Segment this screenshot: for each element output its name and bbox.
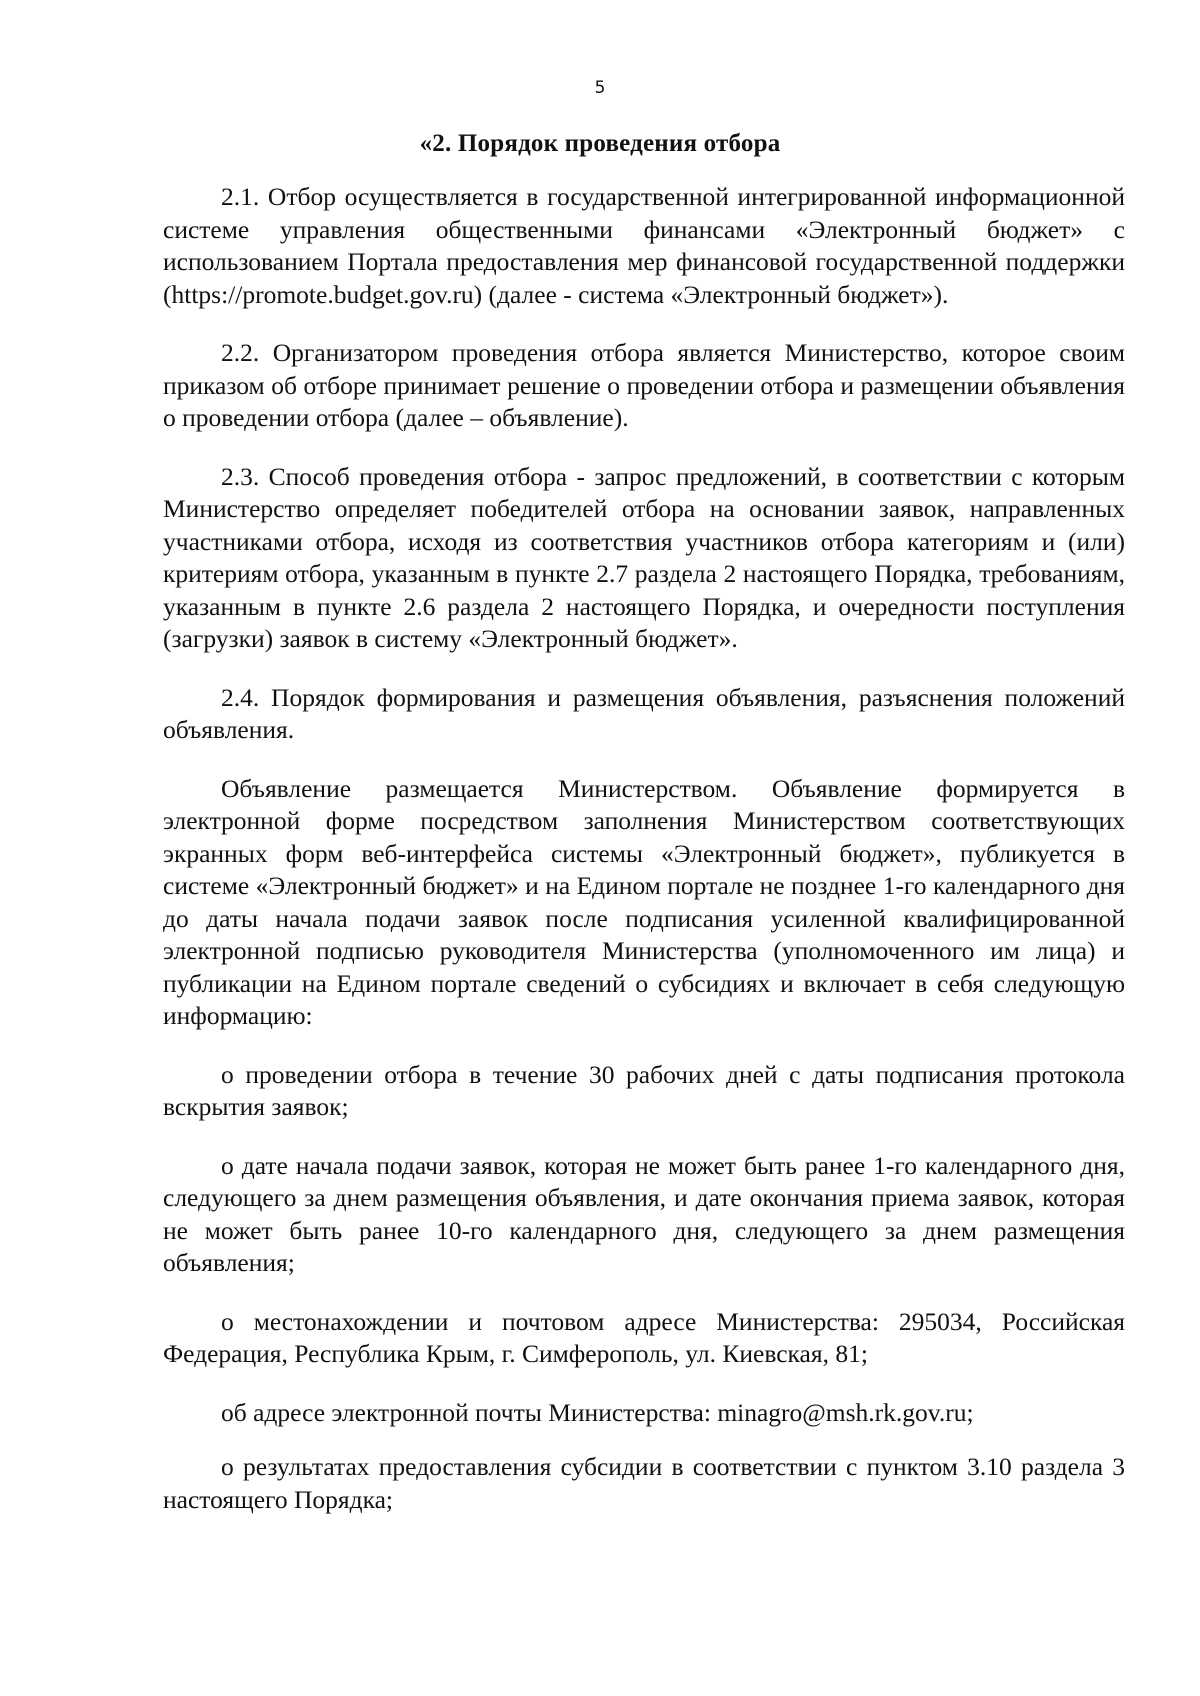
list-item-subsidy-results: о результатах предоставления субсидии в соответствии с пунктом 3.10 раздела 3 настоящего Порядка; — [163, 1452, 1125, 1514]
document-body — [163, 181, 1125, 1538]
page-number: 5 — [594, 78, 606, 98]
paragraph-2-2: 2.2. Организатором проведения отбора является Министерство, которое своим приказом об отборе принимает решение о проведении отбора и размещении объявления о проведении отбора (далее – объявление). — [163, 338, 1125, 432]
list-item-application-dates: о дате начала подачи заявок, которая не может быть ранее 1-го календарного дня, следующего за днем размещения объявления, и дате окончания приема заявок, которая не может быть ранее 10-го календарного дня, следующего за днем размещения объявления; — [163, 1150, 1125, 1277]
section-title: «2. Порядок проведения отбора — [419, 130, 781, 157]
list-item-ministry-address: о местонахождении и почтовом адресе Министерства: 295034, Российская Федерация, Республика Крым, г. Симферополь, ул. Киевская, 81; — [163, 1306, 1125, 1368]
paragraph-2-1: 2.1. Отбор осуществляется в государственной интегрированной информационной системе управления общественными финансами «Электронный бюджет» с использованием Портала предоставления мер финансовой государственной поддержки (https://promote.budget.gov.ru) (далее - система «Электронный бюджет»). — [163, 182, 1125, 309]
list-item-ministry-email: об адресе электронной почты Министерства: minagro@msh.rk.gov.ru; — [221, 1397, 974, 1427]
list-item-selection-timing: о проведении отбора в течение 30 рабочих дней с даты подписания протокола вскрытия заявок; — [163, 1059, 1125, 1121]
paragraph-announcement: Объявление размещается Министерством. Объявление формируется в электронной форме посредством заполнения Министерством соответствующих экранных форм веб-интерфейса системы «Электронный бюджет», публикуется в системе «Электронный бюджет» и на Едином портале не позднее 1-го календарного дня до даты начала подачи заявок после подписания усиленной квалифицированной электронной подписью руководителя Министерства (уполномоченного им лица) и публикации на Едином портале сведений о субсидиях и включает в себя следующую информацию: — [163, 773, 1125, 1030]
paragraph-2-4: 2.4. Порядок формирования и размещения объявления, разъяснения положений объявления. — [163, 682, 1125, 744]
paragraph-2-3: 2.3. Способ проведения отбора - запрос предложений, в соответствии с которым Министерство определяет победителей отбора на основании заявок, направленных участниками отбора, исходя из соответствия участников отбора категориям и (или) критериям отбора, указанным в пункте 2.7 раздела 2 настоящего Порядка, требованиям, указанным в пункте 2.6 раздела 2 настоящего Порядка, и очередности поступления (загрузки) заявок в систему «Электронный бюджет». — [163, 461, 1125, 653]
